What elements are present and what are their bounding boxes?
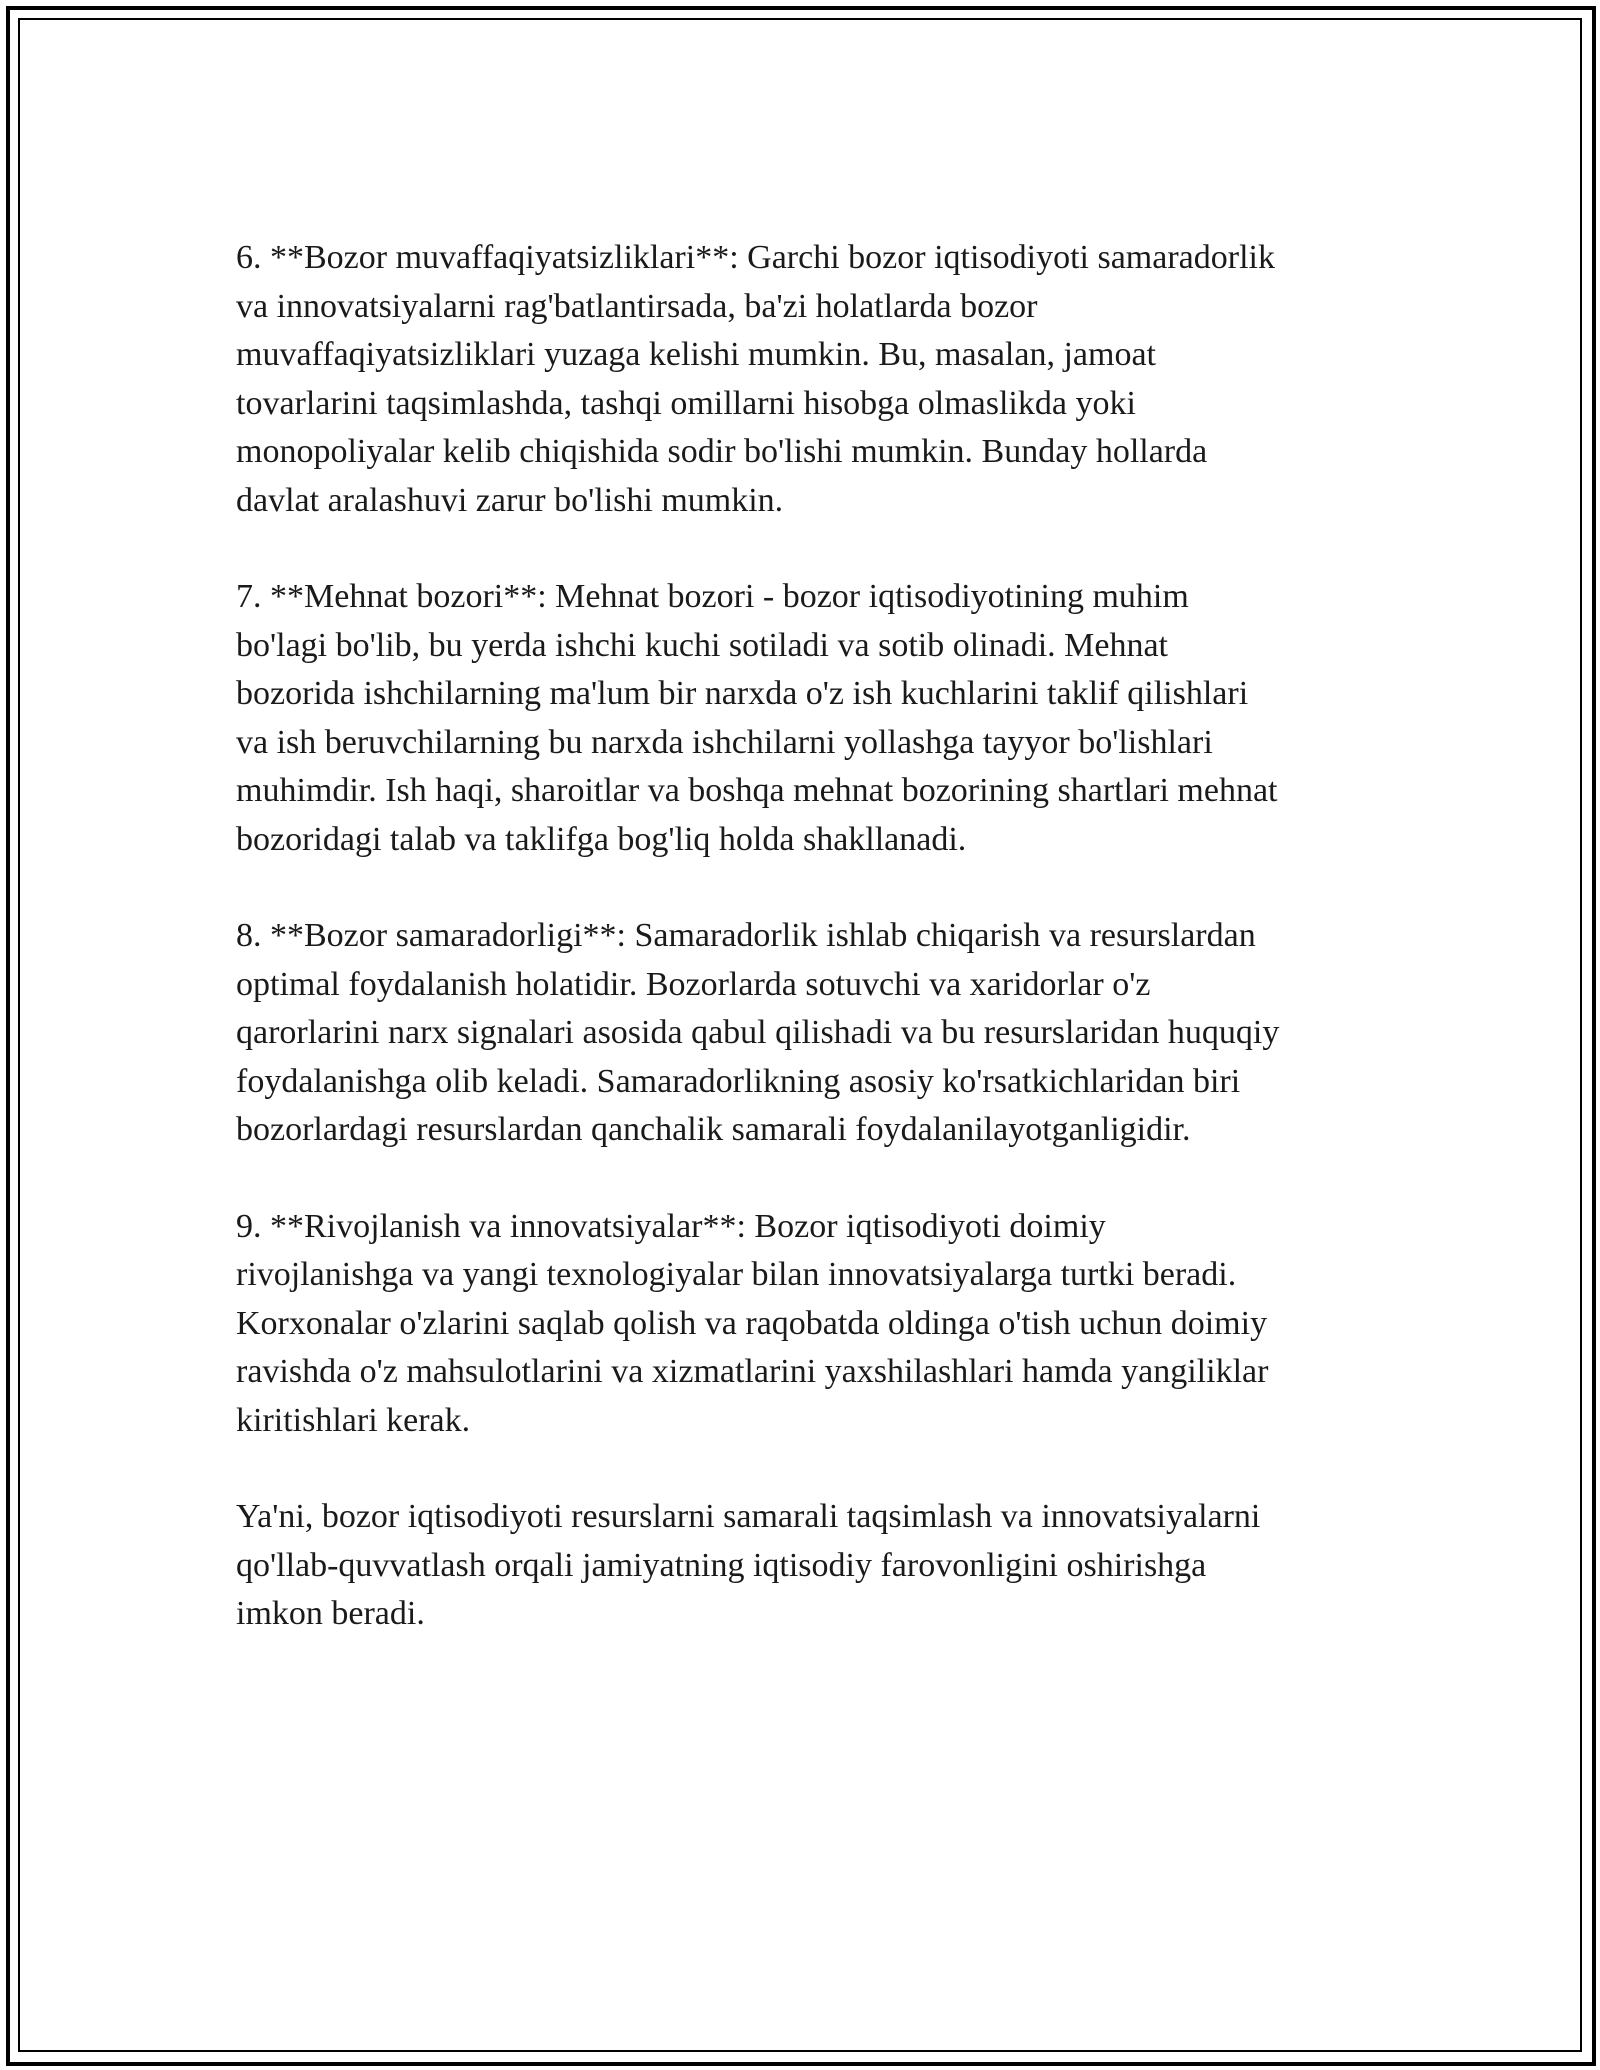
paragraph-development-innovation: 9. **Rivojlanish va innovatsiyalar**: Bozor iqtisodiyoti doimiy rivojlanishga va yangi texnologiyalar bilan innovatsiyalarga turtki beradi. Korxonalar o'zlarini saqlab qolish va raqobatda oldinga o'tish uchun doimiy ravishda o'z mahsulotlarini va xizmatlarini yaxshilashlari hamda yangiliklar kiritishlari kerak. <box>236 1207 1269 1439</box>
paragraph-market-failures: 6. **Bozor muvaffaqiyatsizliklari**: Garchi bozor iqtisodiyoti samaradorlik va innovatsiyalarni rag'batlantirsada, ba'zi holatlarda bozor muvaffaqiyatsizliklari yuzaga kelishi mumkin. Bu, masalan, jamoat tovarlarini taqsimlashda, tashqi omillarni hisobga olmaslikda yoki monopoliyalar kelib chiqishida sodir bo'lishi mumkin. Bunday hollarda davlat aralashuvi zarur bo'lishi mumkin. <box>236 239 1275 519</box>
document-body <box>236 234 1376 1687</box>
paragraph-labor-market: 7. **Mehnat bozori**: Mehnat bozori - bozor iqtisodiyotining muhim bo'lagi bo'lib, bu yerda ishchi kuchi sotiladi va sotib olinadi. Mehnat bozorida ishchilarning ma'lum bir narxda o'z ish kuchlarini taklif qilishlari va ish beruvchilarning bu narxda ishchilarni yollashga tayyor bo'lishlari muhimdir. Ish haqi, sharoitlar va boshqa mehnat bozorining shartlari mehnat bozoridagi talab va taklifga bog'liq holda shakllanadi. <box>236 578 1278 858</box>
paragraph-conclusion: Ya'ni, bozor iqtisodiyoti resurslarni samarali taqsimlash va innovatsiyalarni qo'llab-quvvatlash orqali jamiyatning iqtisodiy farovonligini oshirishga imkon beradi. <box>236 1498 1261 1632</box>
paragraph-market-efficiency: 8. **Bozor samaradorligi**: Samaradorlik ishlab chiqarish va resurslardan optimal foydalanish holatidir. Bozorlarda sotuvchi va xaridorlar o'z qarorlarini narx signalari asosida qabul qilishadi va bu resurslaridan huquqiy foydalanishga olib keladi. Samaradorlikning asosiy ko'rsatkichlaridan biri bozorlardagi resurslardan qanchalik samarali foydalanilayotganligidir. <box>236 917 1280 1148</box>
